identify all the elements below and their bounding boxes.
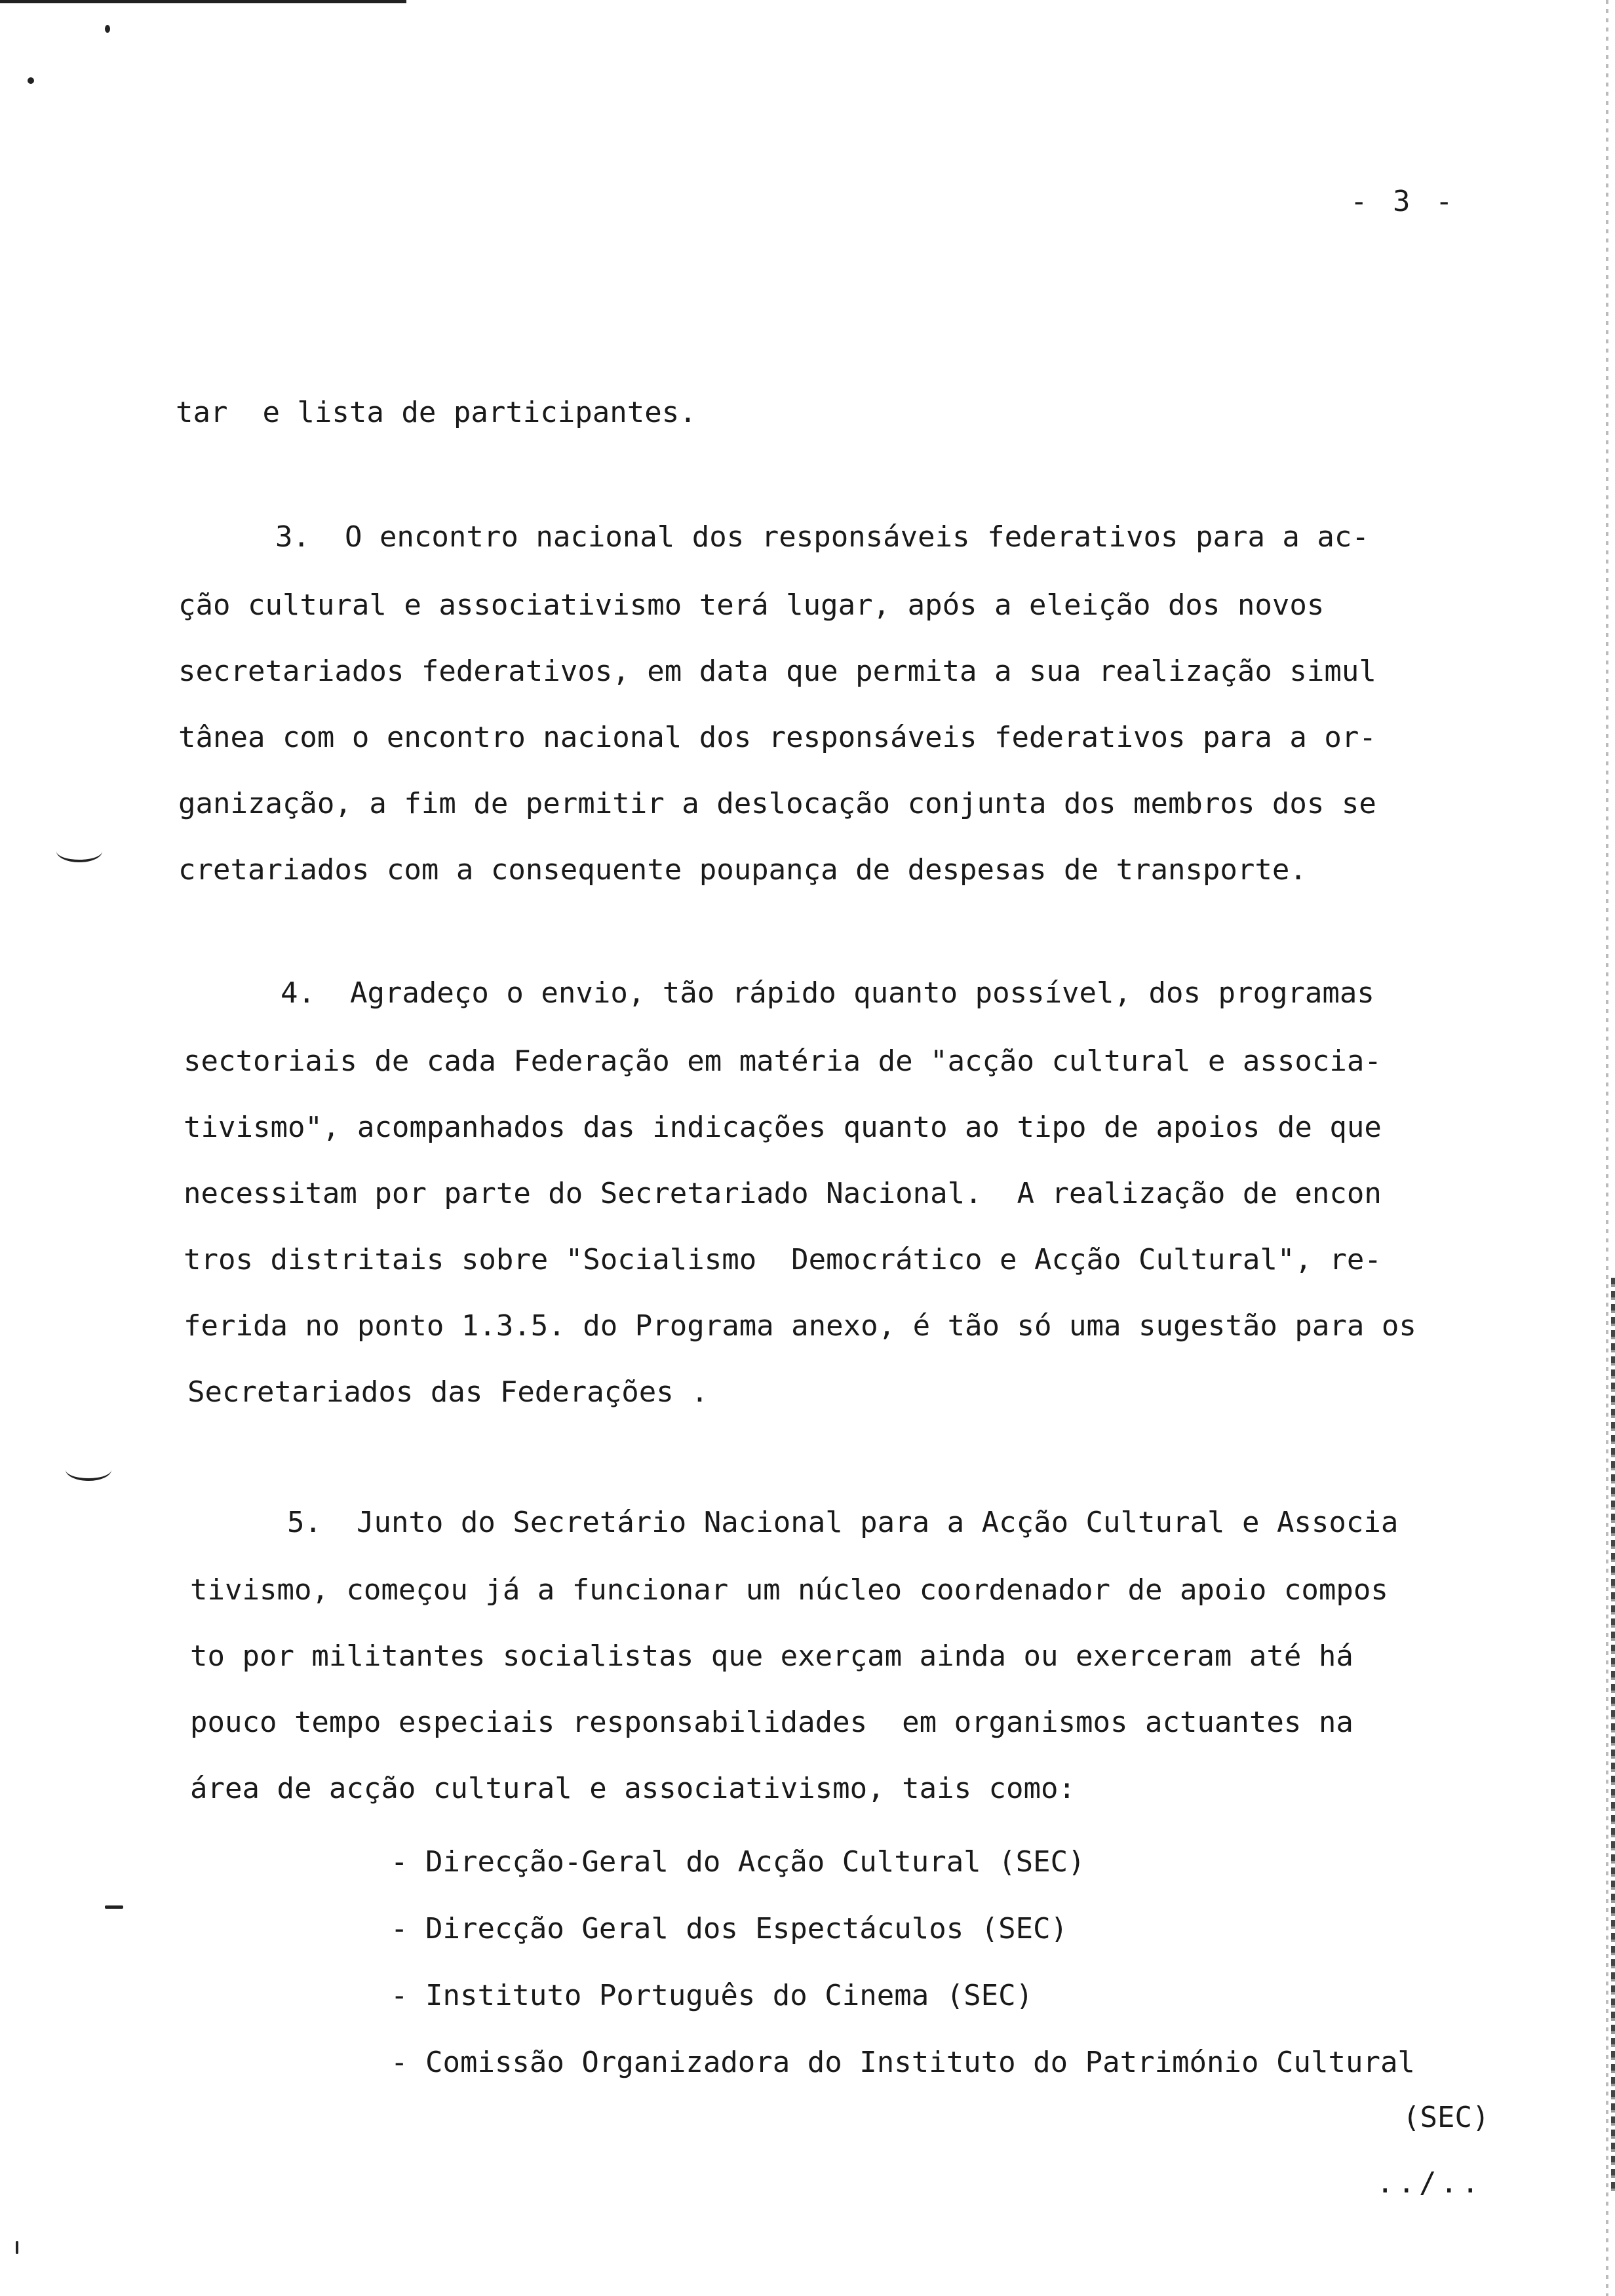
list-item: - Instituto Português do Cinema (SEC) xyxy=(391,1979,1034,2012)
paragraph-5-first-line: 5. Junto do Secretário Nacional para a Acção Cultural e Associa xyxy=(287,1506,1399,1539)
text-line: ferida no ponto 1.3.5. do Programa anexo, é tão só uma sugestão para os xyxy=(184,1309,1416,1343)
scan-edge xyxy=(1606,0,1608,2296)
text-line: pouco tempo especiais responsabilidades em organismos actuantes na xyxy=(190,1706,1353,1739)
margin-mark xyxy=(66,1459,111,1481)
text-line: Secretariados das Federações . xyxy=(187,1375,709,1409)
paragraph-4-first-line: 4. Agradeço o envio, tão rápido quanto possível, dos programas xyxy=(281,976,1374,1010)
speck xyxy=(16,2241,18,2254)
top-edge-line xyxy=(0,0,406,3)
speck xyxy=(28,77,34,84)
text-line: tar e lista de participantes. xyxy=(176,396,697,429)
text-line: secretariados federativos, em data que permita a sua realização simul xyxy=(178,655,1376,688)
list-item-tail: (SEC) xyxy=(1403,2101,1490,2134)
text-line: ção cultural e associativismo terá lugar, após a eleição dos novos xyxy=(178,588,1325,622)
text-line: sectoriais de cada Federação em matéria de "acção cultural e associa- xyxy=(184,1044,1382,1078)
list-item: - Direcção Geral dos Espectáculos (SEC) xyxy=(391,1912,1068,1945)
list-item: - Direcção-Geral do Acção Cultural (SEC) xyxy=(391,1845,1085,1879)
margin-mark xyxy=(56,840,102,862)
continuation-mark: ../.. xyxy=(1376,2166,1483,2200)
text-line: ganização, a fim de permitir a deslocação conjunta dos membros dos se xyxy=(178,787,1376,820)
text-line: necessitam por parte do Secretariado Nacional. A realização de encon xyxy=(184,1177,1382,1210)
speck xyxy=(105,1905,123,1909)
text-line: área de acção cultural e associativismo, tais como: xyxy=(190,1772,1076,1805)
text-line: tros distritais sobre "Socialismo Democrático e Acção Cultural", re- xyxy=(184,1243,1382,1276)
text-line: to por militantes socialistas que exerçam ainda ou exerceram até há xyxy=(190,1639,1353,1673)
text-line: tivismo, começou já a funcionar um núcleo coordenador de apoio compos xyxy=(190,1573,1388,1607)
scan-edge-dark xyxy=(1611,1278,1615,2195)
list-item: - Comissão Organizadora do Instituto do Património Cultural xyxy=(391,2046,1415,2079)
text-line: tivismo", acompanhados das indicações quanto ao tipo de apoios de que xyxy=(184,1111,1382,1144)
page-number: - 3 - xyxy=(1350,185,1457,218)
text-line: tânea com o encontro nacional dos responsáveis federativos para a or- xyxy=(178,721,1376,754)
text-line: cretariados com a consequente poupança de despesas de transporte. xyxy=(178,853,1307,887)
paragraph-3-first-line: 3. O encontro nacional dos responsáveis federativos para a ac- xyxy=(275,520,1369,554)
speck xyxy=(105,25,110,33)
